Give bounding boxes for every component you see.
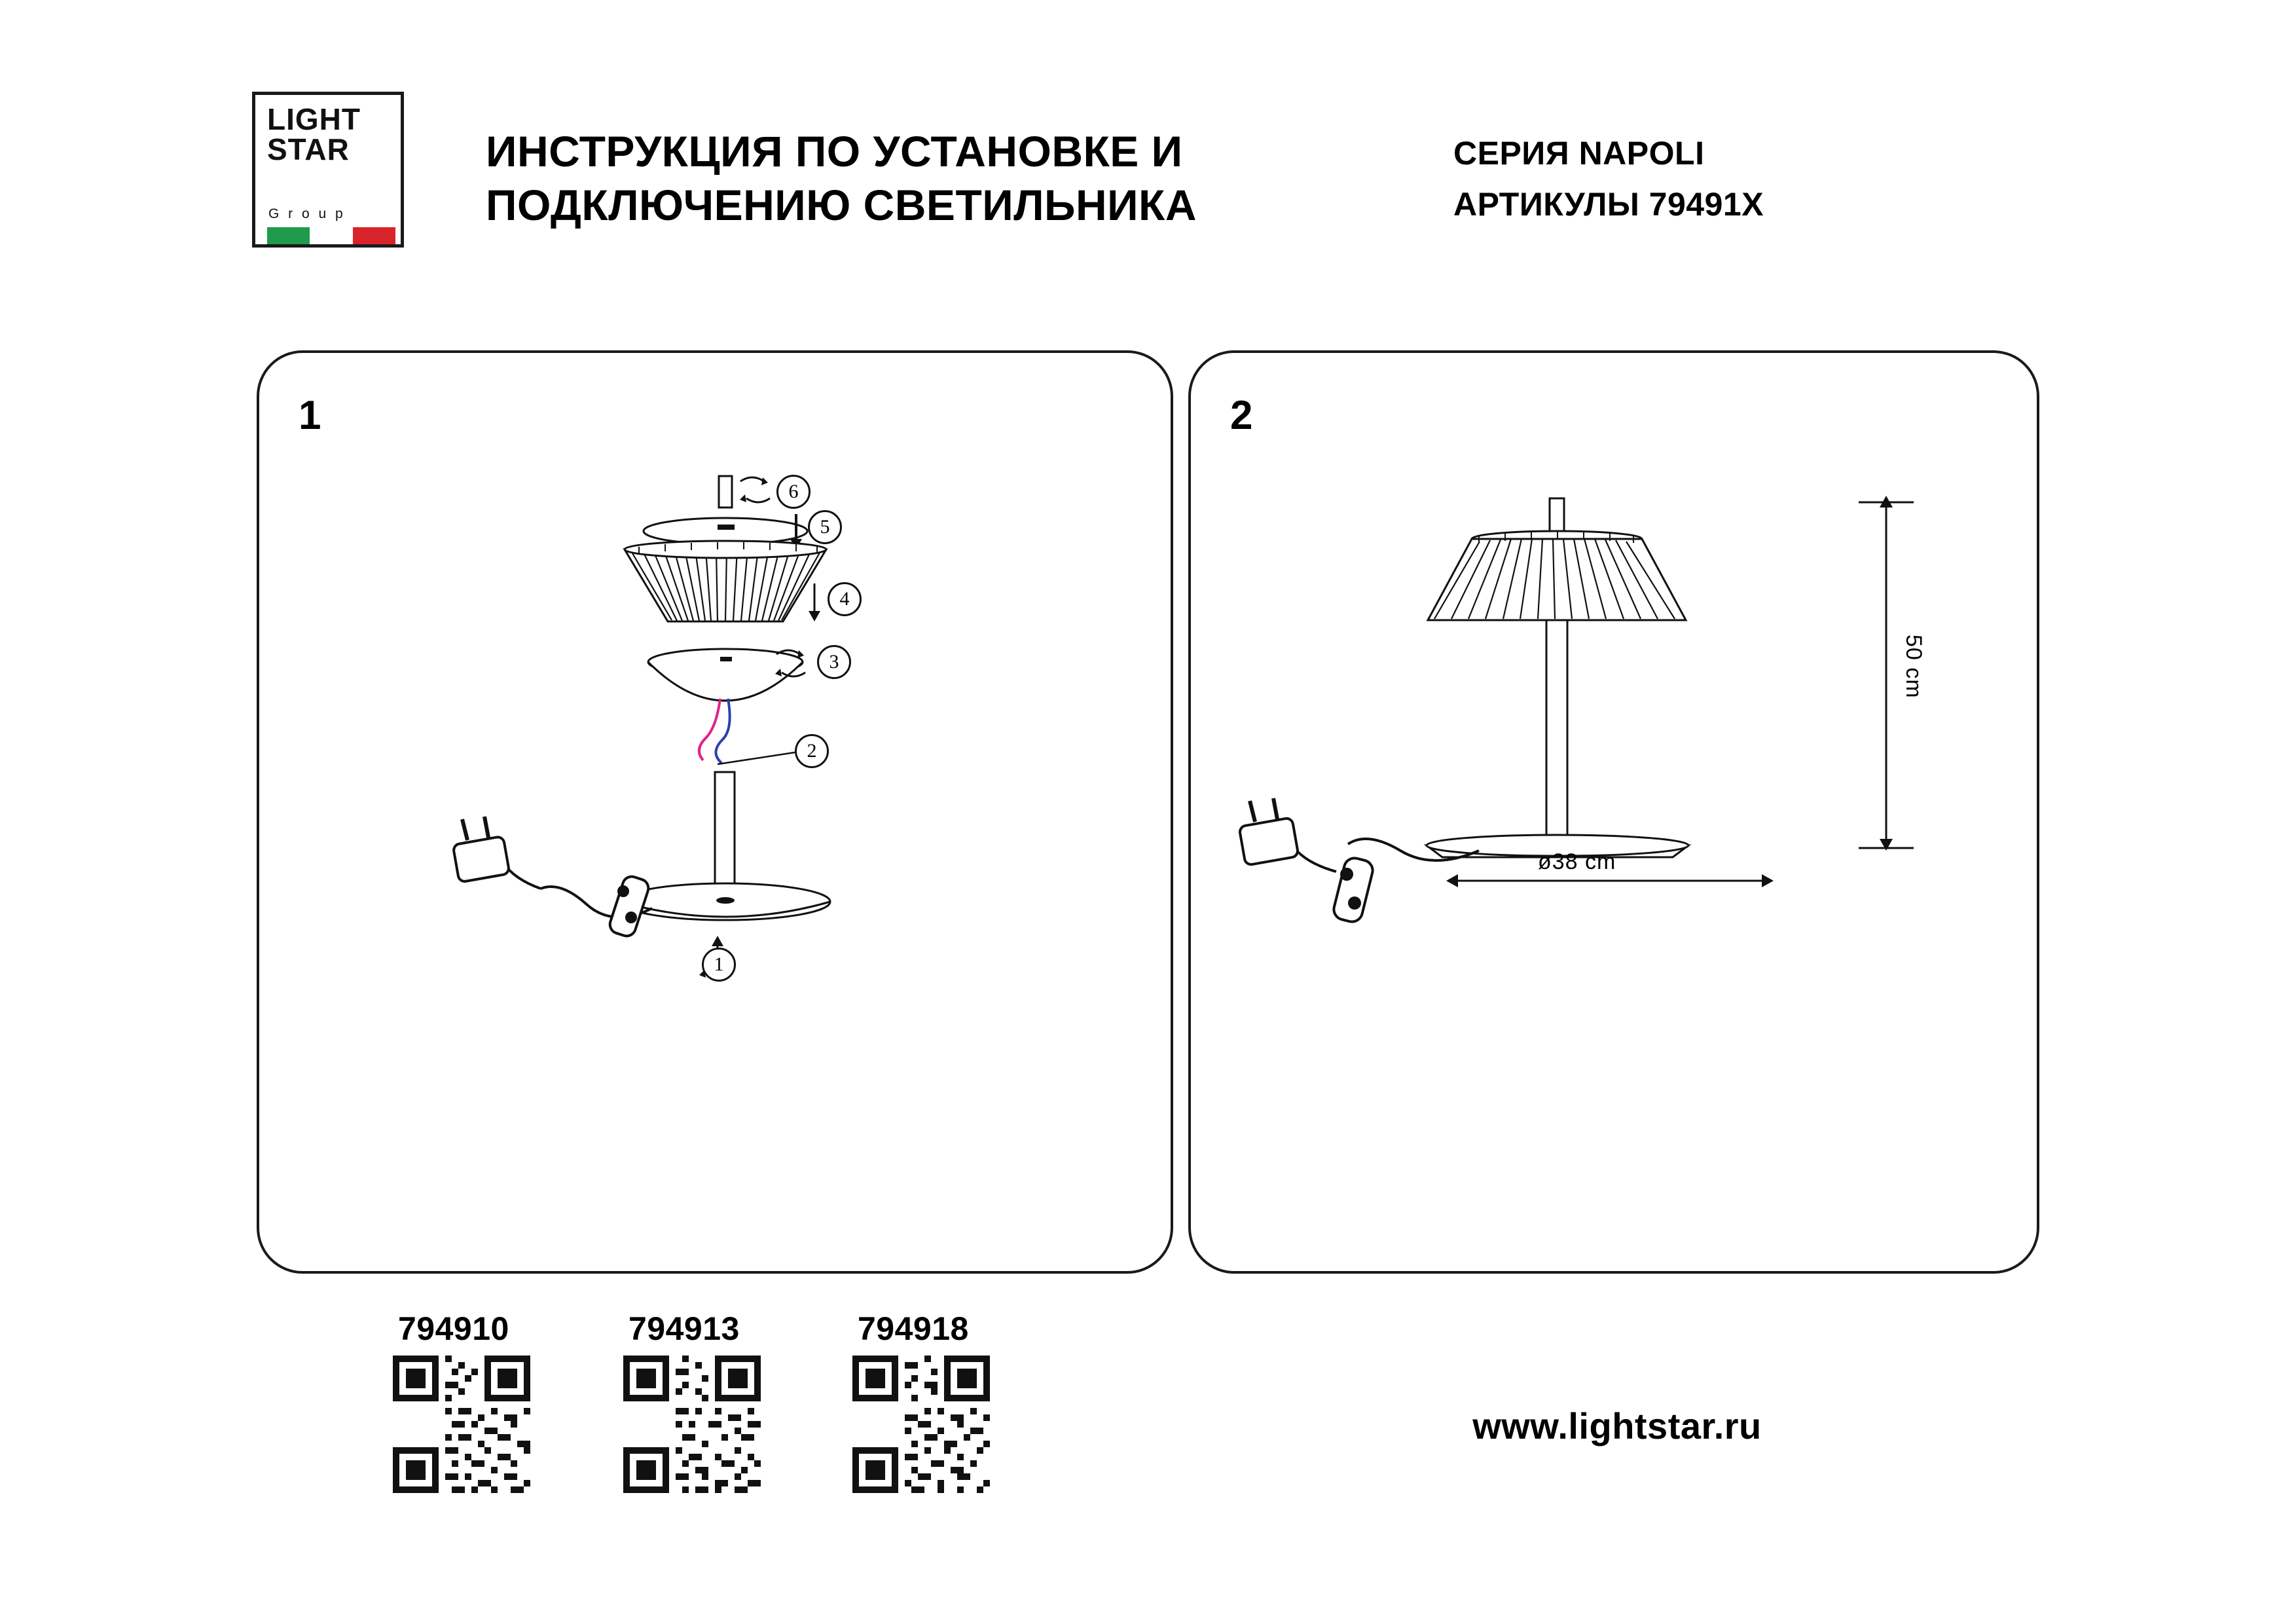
qr-code-1 xyxy=(393,1356,530,1493)
qr-label-1: 794910 xyxy=(398,1310,509,1347)
exploded-assembly-diagram xyxy=(259,353,1169,1270)
italian-flag-icon xyxy=(267,227,395,244)
callout-4: 4 xyxy=(828,582,862,616)
panel-1-number: 1 xyxy=(299,393,321,438)
article-label: АРТИКУЛЫ 79491X xyxy=(1453,186,1764,223)
callout-1: 1 xyxy=(702,948,736,982)
callout-2: 2 xyxy=(795,734,829,768)
logo-group-text: G r o u p xyxy=(268,206,346,221)
series-label: СЕРИЯ NAPOLI xyxy=(1453,135,1705,172)
qr-label-2: 794913 xyxy=(629,1310,740,1347)
page-header xyxy=(0,0,2296,314)
step-panel-2 xyxy=(1188,350,2039,1274)
callout-6: 6 xyxy=(776,475,811,509)
qr-label-3: 794918 xyxy=(858,1310,969,1347)
brand-logo xyxy=(252,92,404,248)
qr-code-2 xyxy=(623,1356,761,1493)
product-info xyxy=(1453,128,2043,230)
callout-5: 5 xyxy=(808,510,842,544)
page-title: ИНСТРУКЦИЯ ПО УСТАНОВКЕ И ПОДКЛЮЧЕНИЮ СВЕТИЛЬНИКА xyxy=(486,127,1197,229)
logo-line-1: LIGHT xyxy=(267,102,361,136)
step-panel-1 xyxy=(257,350,1173,1274)
diameter-dimension-label: ø38 cm xyxy=(1538,849,1616,874)
assembled-lamp-diagram xyxy=(1191,353,2035,1270)
panel-2-number: 2 xyxy=(1230,393,1253,438)
height-dimension-label: 50 cm xyxy=(1901,635,1926,699)
website-url: www.lightstar.ru xyxy=(1472,1405,1762,1447)
callout-3: 3 xyxy=(817,645,851,679)
logo-line-2: STAR xyxy=(267,132,350,166)
logo-wordmark xyxy=(267,104,398,164)
qr-code-3 xyxy=(852,1356,990,1493)
